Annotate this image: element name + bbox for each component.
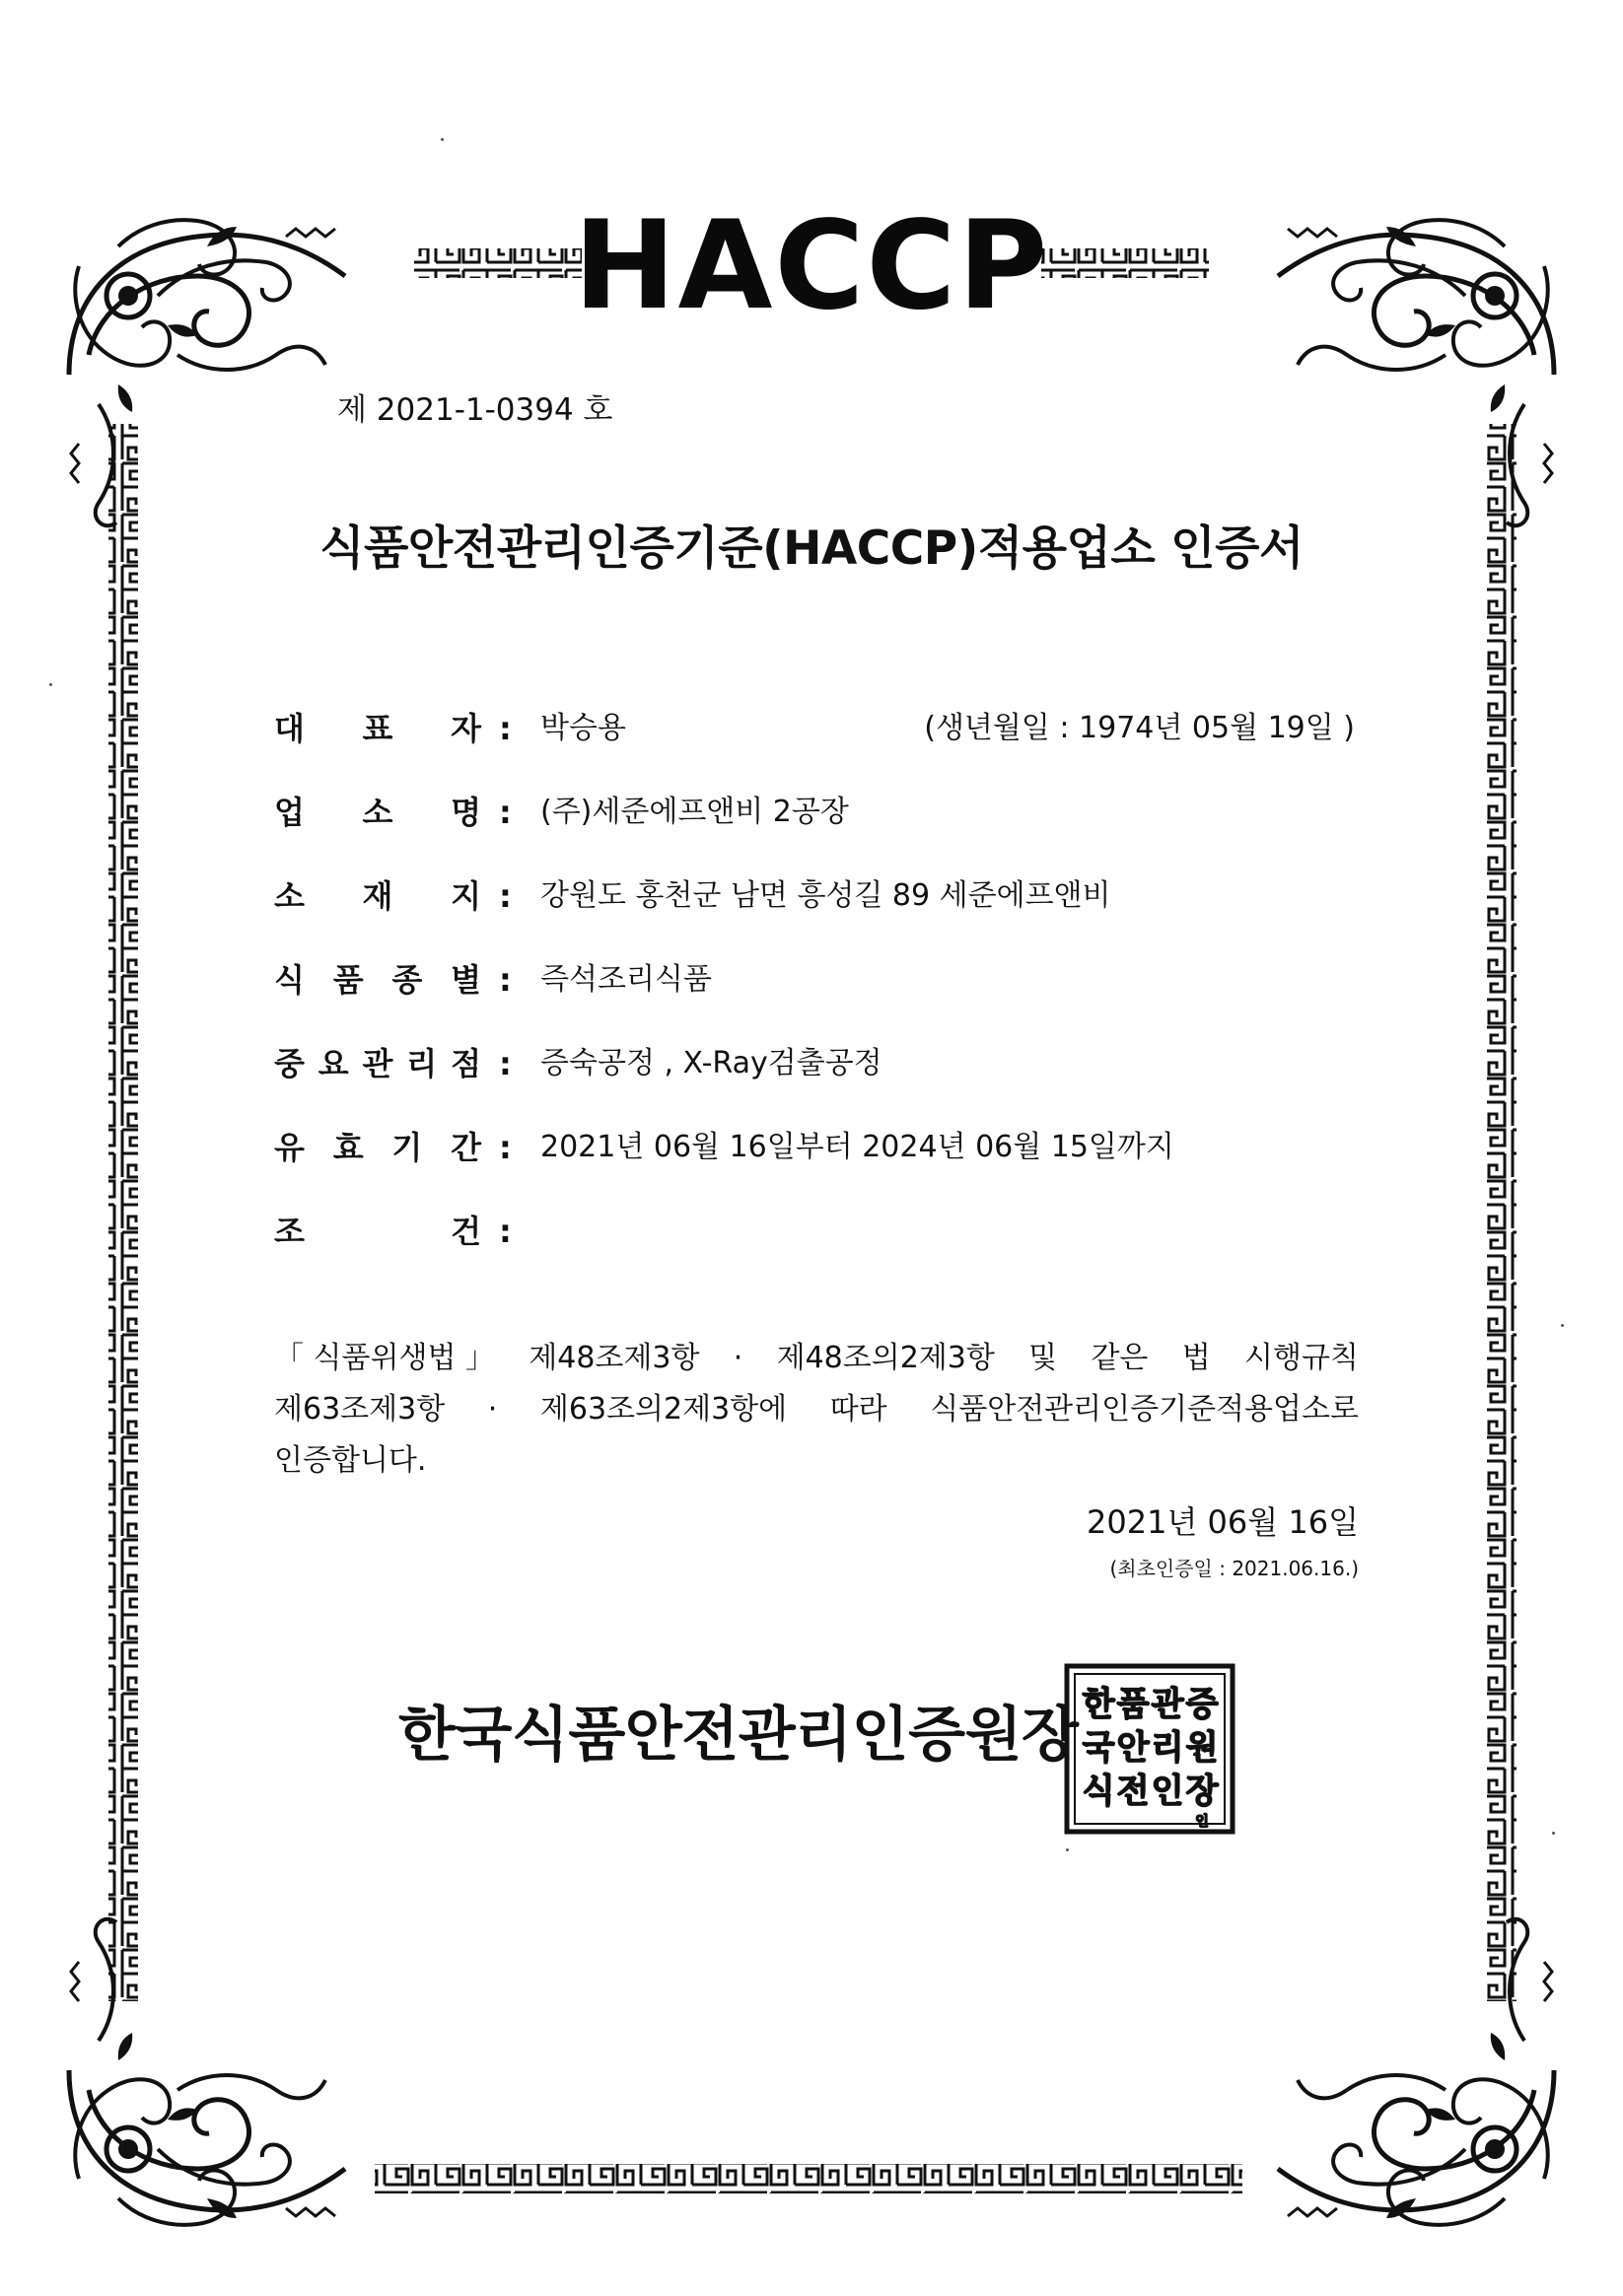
seal-glyph: 안 [1116,1728,1150,1768]
first-certification-date: (최초인증일 : 2021.06.16.) [1109,1557,1359,1580]
field-colon: : [499,1129,512,1166]
seal-glyph: 국 [1082,1728,1115,1768]
issuer-name: 한국식품안전관리인증원장 [398,1701,1079,1770]
statement-line: 「 식품위생법 」 제48조제3항 · 제48조의2제3항 및 같은 법 시행규칙 [274,1341,1359,1375]
seal-glyph: 증 [1185,1685,1219,1724]
scan-speck [1552,1832,1555,1835]
certification-statement [274,1333,1359,1487]
field-label: 소 재 지 [274,877,481,915]
certificate-number: 제 2021-1-0394 호 [337,392,613,428]
scan-speck [49,683,52,686]
field-label: 업 소 명 [274,794,481,831]
birth-date: (생년월일 : 1974년 05월 19일 ) [924,711,1355,745]
field-colon: : [499,961,512,999]
document-title: 식품안전관리인증기준(HACCP)적용업소 인증서 [319,522,1304,576]
business-name: (주)세준에프앤비 2공장 [540,795,849,829]
field-colon: : [499,1213,512,1250]
seal-glyph: 원 [1185,1728,1219,1768]
field-label: 중 요 관 리 점 [274,1045,481,1082]
field-label: 유 효 기 간 [274,1129,481,1166]
field-address [274,872,1369,920]
field-food-type [274,956,1369,1004]
field-critical-control-point [274,1040,1369,1087]
seal-glyph: 리 [1151,1728,1184,1768]
haccp-logo-text: HACCP [573,195,1050,337]
field-colon: : [499,794,512,831]
field-label: 식 품 종 별 [274,961,481,999]
seal-glyph: 한 [1082,1685,1115,1724]
field-colon: : [499,710,512,747]
seal-glyph: 장 [1185,1772,1219,1811]
field-colon: : [499,877,512,915]
seal-glyph: 식 [1082,1772,1115,1811]
field-business-name [274,789,1369,836]
seal-glyph: 인 [1151,1772,1184,1811]
validity-period: 2021년 06월 16일부터 2024년 06월 15일까지 [540,1130,1174,1164]
address: 강원도 홍천군 남면 흥성길 89 세준에프앤비 [540,878,1111,913]
field-label: 조 건 [274,1213,481,1250]
field-representative [274,705,1369,752]
official-seal-icon [1063,1662,1236,1836]
statement-line: 인증합니다. [274,1443,427,1478]
seal-glyph: 인 [1195,1814,1209,1830]
food-type: 즉석조리식품 [540,962,712,997]
field-colon: : [499,1045,512,1082]
field-validity-period [274,1124,1369,1171]
issue-date: 2021년 06월 16일 [1087,1503,1359,1541]
field-conditions [274,1208,1369,1255]
seal-glyph: 전 [1116,1772,1150,1811]
scan-speck [1561,1324,1564,1327]
statement-line: 제63조제3항 · 제63조의2제3항에 따라 식품안전관리인증기준적용업소로 [274,1392,1359,1426]
seal-glyph: 관 [1151,1685,1184,1724]
scan-speck [441,138,444,141]
scan-speck [1066,1848,1069,1851]
field-label: 대 표 자 [274,710,481,747]
representative-name: 박승용 [540,711,626,745]
seal-glyph: 품 [1116,1685,1150,1724]
critical-control-point: 증숙공정 , X-Ray검출공정 [540,1046,882,1080]
